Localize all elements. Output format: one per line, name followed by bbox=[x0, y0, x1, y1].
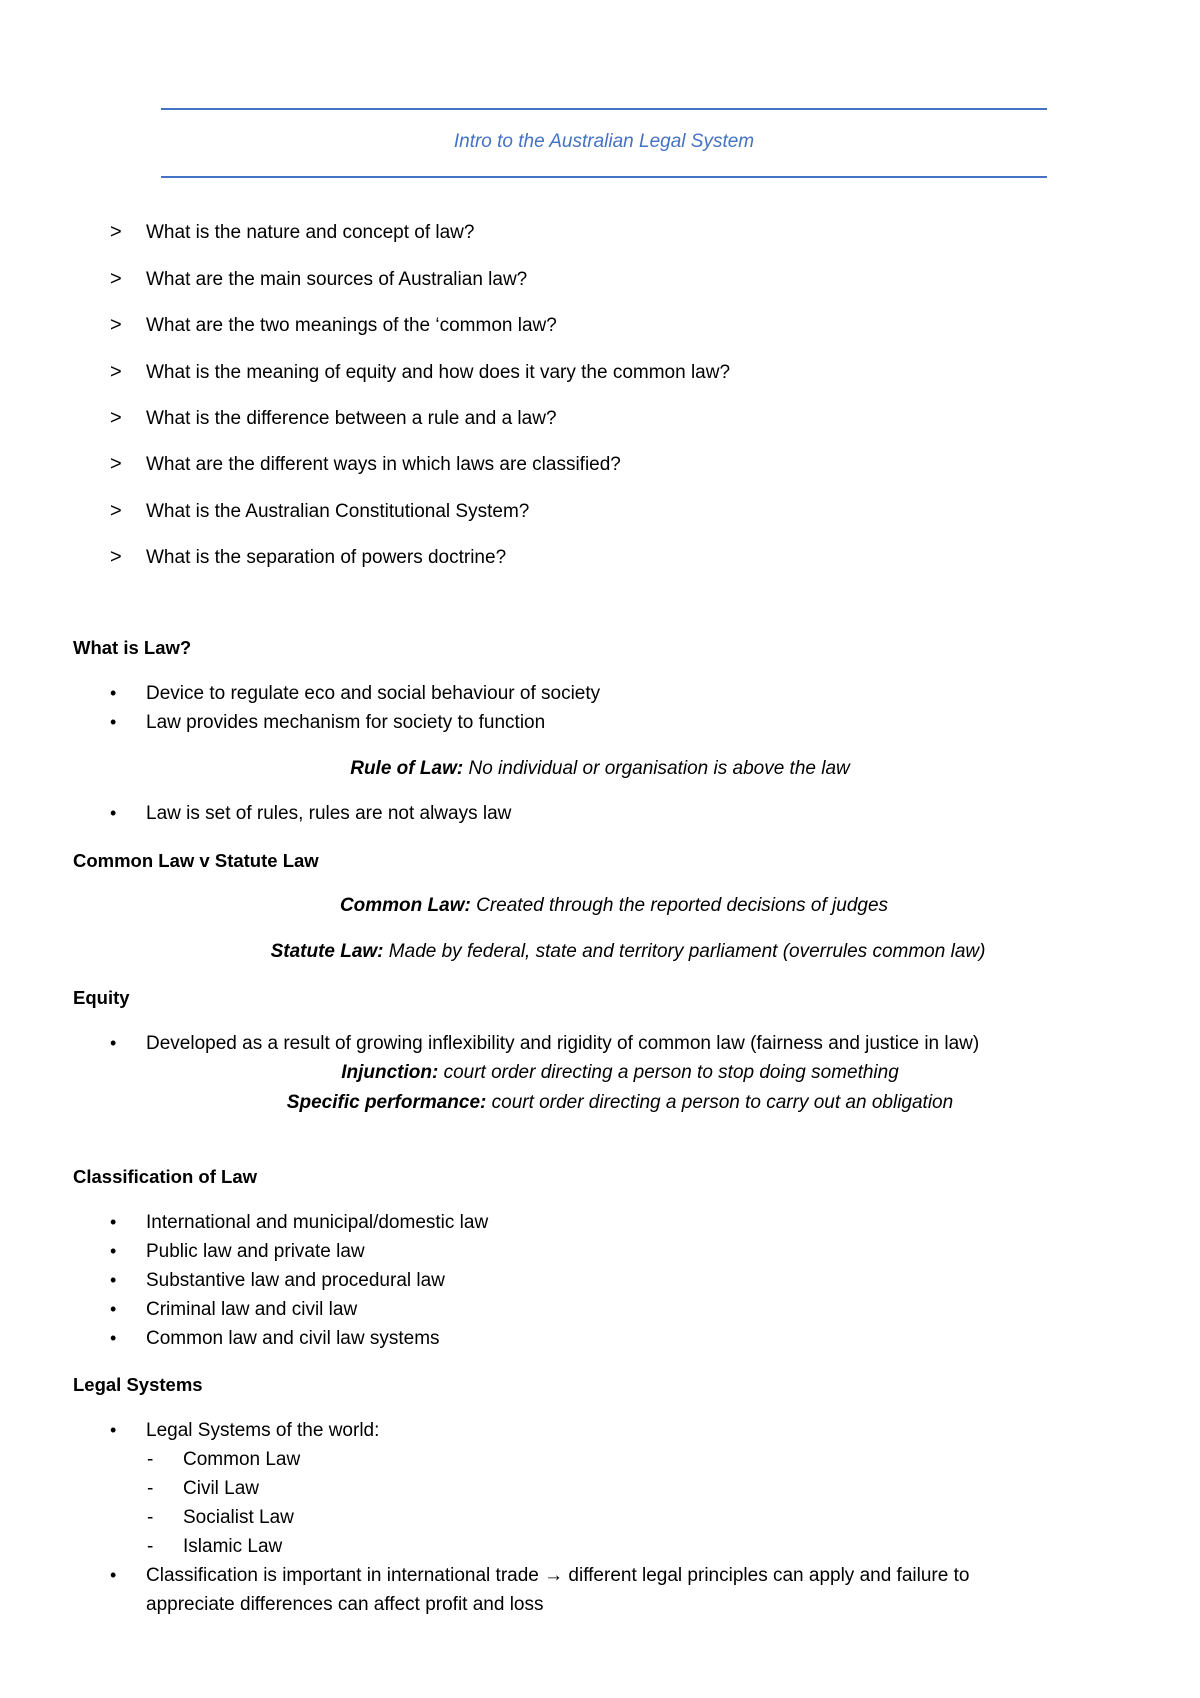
list-item: • Public law and private law bbox=[110, 1241, 365, 1262]
list-item-continuation: appreciate differences can affect profit and loss bbox=[146, 1594, 544, 1615]
list-item: • Classification is important in international trade → different legal principles can apply and failure to bbox=[110, 1565, 970, 1586]
chevron-right-icon: > bbox=[110, 453, 122, 475]
section-heading-classification: Classification of Law bbox=[73, 1166, 258, 1187]
list-item: • Developed as a result of growing inflexibility and rigidity of common law (fairness and justice in law) bbox=[110, 1033, 980, 1054]
sub-list-item: - Islamic Law bbox=[147, 1536, 283, 1557]
section-heading-legal-systems: Legal Systems bbox=[73, 1374, 203, 1395]
sub-list-item: - Socialist Law bbox=[147, 1507, 294, 1528]
arrow-right-icon: → bbox=[544, 1565, 564, 1586]
definition-statute-law: Statute Law: Made by federal, state and territory parliament (overrules common law) bbox=[270, 941, 986, 962]
question-item: > What are the different ways in which laws are classified? bbox=[110, 453, 621, 475]
definition-specific-performance: Specific performance: court order directing a person to carry out an obligation bbox=[286, 1092, 954, 1113]
chevron-right-icon: > bbox=[110, 546, 122, 568]
header-bottom-rule bbox=[161, 176, 1047, 178]
chevron-right-icon: > bbox=[110, 407, 122, 429]
list-item: • Law provides mechanism for society to function bbox=[110, 712, 546, 733]
question-item: > What is the meaning of equity and how does it vary the common law? bbox=[110, 361, 731, 383]
section-heading-common-v-statute: Common Law v Statute Law bbox=[73, 850, 319, 871]
definition-common-law: Common Law: Created through the reported decisions of judges bbox=[339, 895, 889, 916]
chevron-right-icon: > bbox=[110, 268, 122, 290]
chevron-right-icon: > bbox=[110, 500, 122, 522]
definition-rule-of-law: Rule of Law: No individual or organisation is above the law bbox=[350, 758, 850, 779]
sub-list-item: - Civil Law bbox=[147, 1478, 260, 1499]
bullet-icon: • bbox=[110, 683, 117, 703]
question-item: > What is the separation of powers doctrine? bbox=[110, 546, 507, 568]
bullet-icon: • bbox=[110, 1565, 117, 1585]
question-item: > What is the nature and concept of law? bbox=[110, 221, 475, 243]
bullet-icon: • bbox=[110, 1420, 117, 1440]
list-item: • Legal Systems of the world: bbox=[110, 1420, 380, 1441]
list-item: • Criminal law and civil law bbox=[110, 1299, 358, 1320]
bullet-icon: • bbox=[110, 1299, 117, 1319]
section-heading-what-is-law: What is Law? bbox=[73, 637, 192, 658]
bullet-icon: • bbox=[110, 712, 117, 732]
chevron-right-icon: > bbox=[110, 314, 122, 336]
header-top-rule bbox=[161, 108, 1047, 110]
section-heading-equity: Equity bbox=[73, 987, 130, 1008]
question-item: > What are the two meanings of the ‘common law? bbox=[110, 314, 557, 336]
bullet-icon: • bbox=[110, 1328, 117, 1348]
bullet-icon: • bbox=[110, 1241, 117, 1261]
bullet-icon: • bbox=[110, 1270, 117, 1290]
bullet-icon: • bbox=[110, 1033, 117, 1053]
list-item: • International and municipal/domestic law bbox=[110, 1212, 489, 1233]
page-title: Intro to the Australian Legal System bbox=[453, 131, 755, 152]
definition-injunction: Injunction: court order directing a person to stop doing something bbox=[341, 1062, 899, 1083]
list-item: • Law is set of rules, rules are not always law bbox=[110, 803, 512, 824]
question-item: > What are the main sources of Australian law? bbox=[110, 268, 528, 290]
chevron-right-icon: > bbox=[110, 221, 122, 243]
chevron-right-icon: > bbox=[110, 361, 122, 383]
list-item: • Common law and civil law systems bbox=[110, 1328, 440, 1349]
question-item: > What is the Australian Constitutional System? bbox=[110, 500, 530, 522]
list-item: • Substantive law and procedural law bbox=[110, 1270, 445, 1291]
bullet-icon: • bbox=[110, 803, 117, 823]
sub-list-item: - Common Law bbox=[147, 1449, 301, 1470]
bullet-icon: • bbox=[110, 1212, 117, 1232]
list-item: • Device to regulate eco and social behaviour of society bbox=[110, 683, 601, 704]
question-item: > What is the difference between a rule and a law? bbox=[110, 407, 557, 429]
